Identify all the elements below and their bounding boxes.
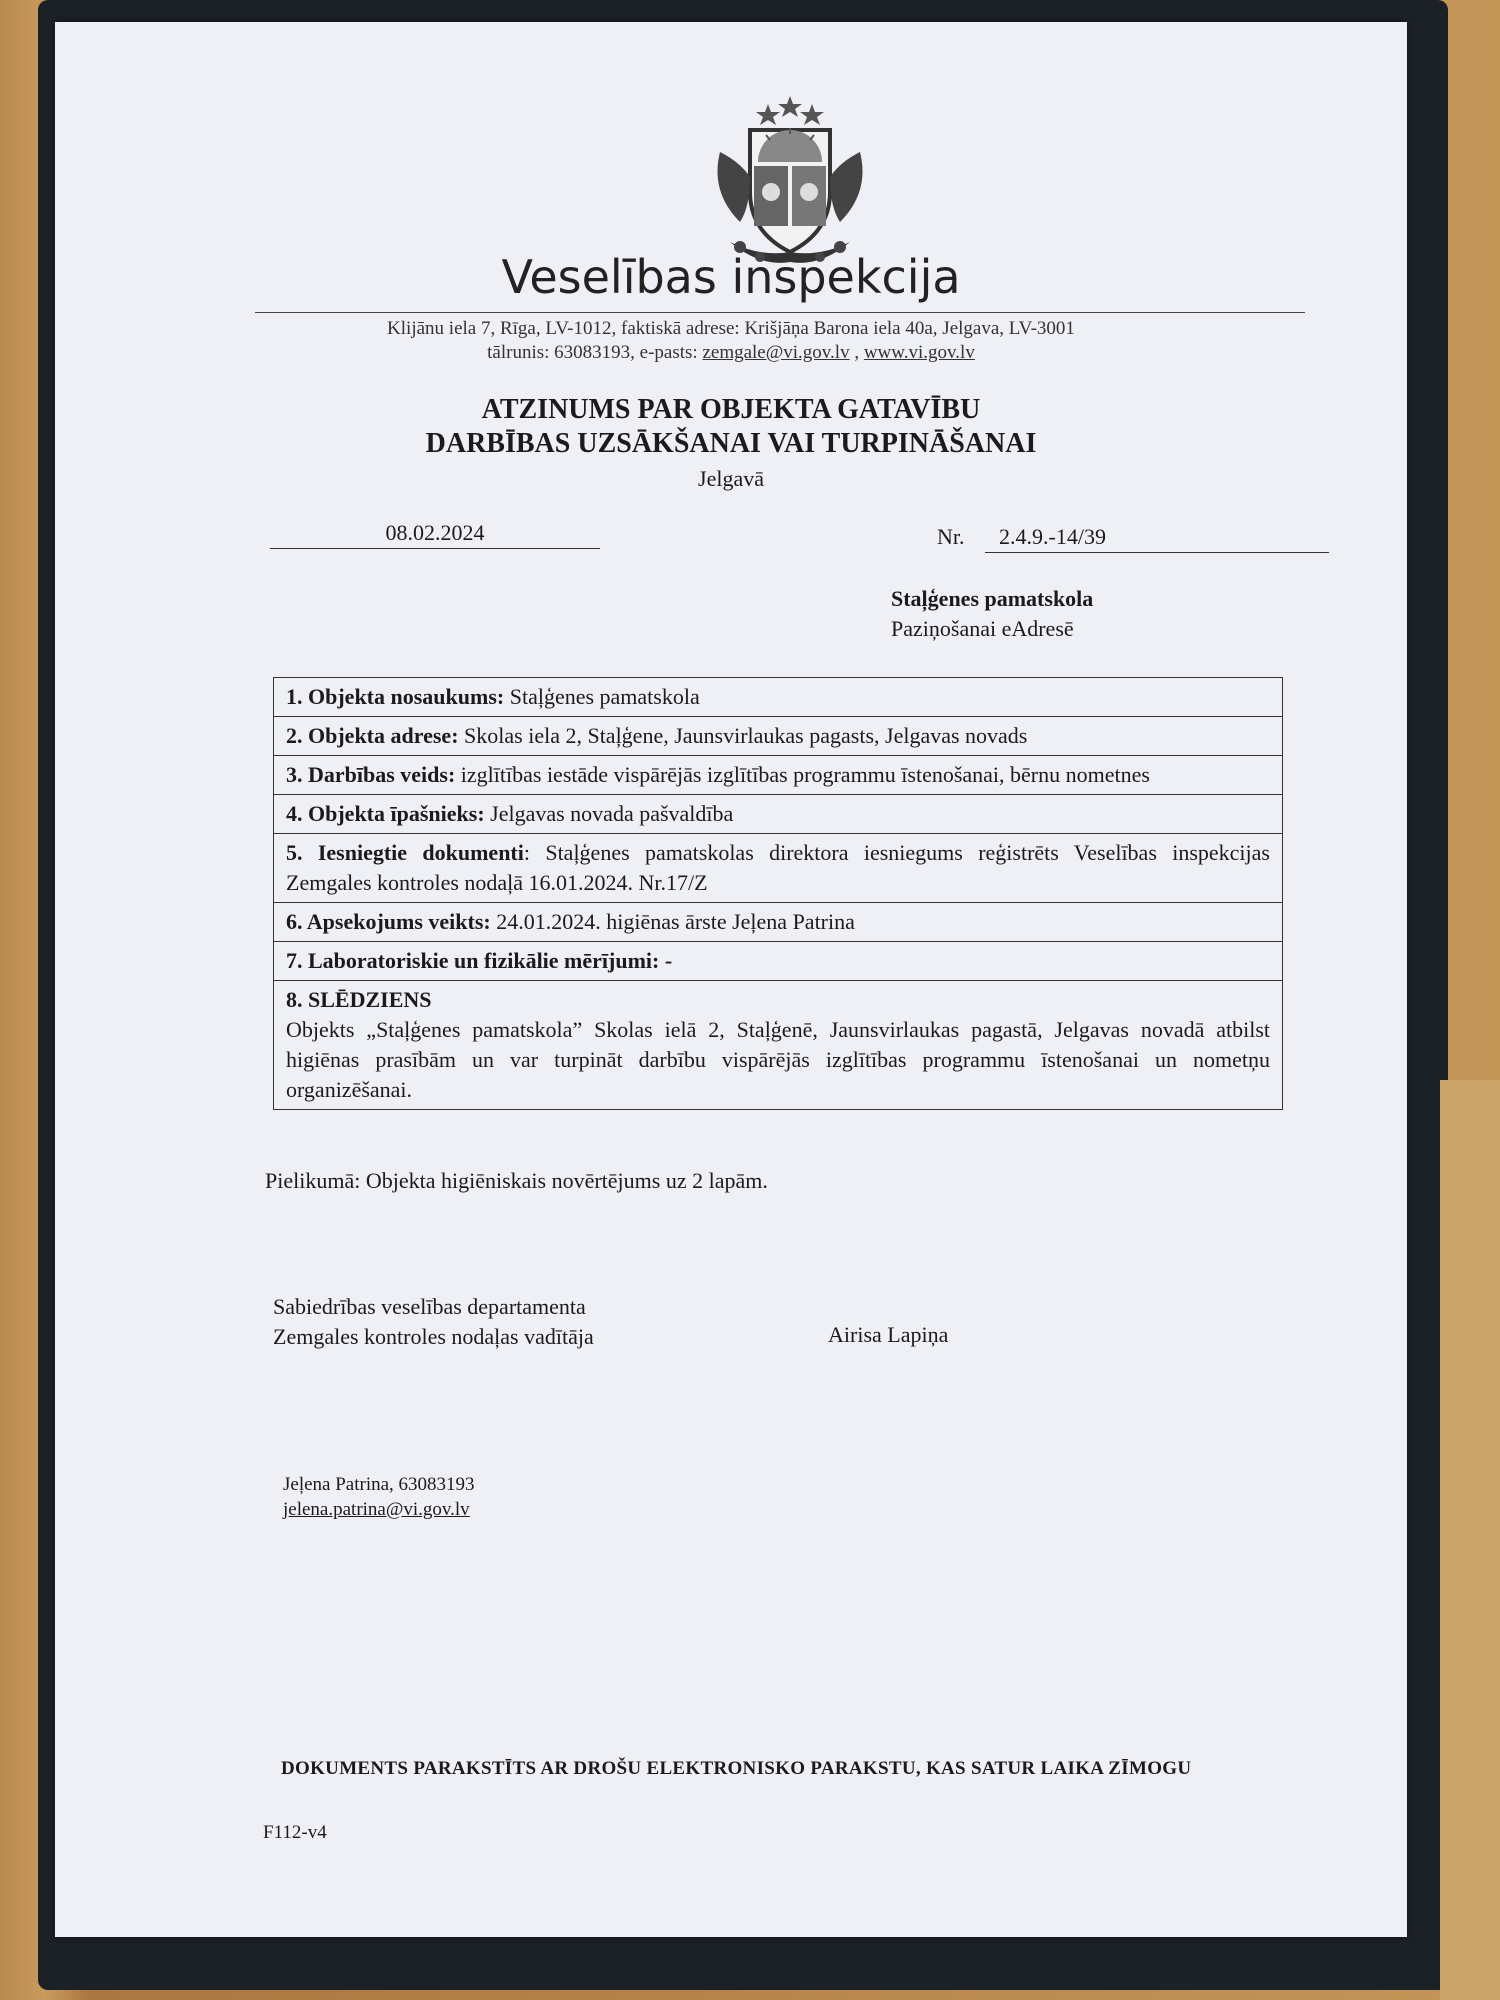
contact-name-phone: Jeļena Patrina, 63083193 (283, 1474, 475, 1495)
object-info-table (273, 677, 1283, 1110)
contact-block (283, 1472, 475, 1522)
row-label: 2. Objekta adrese: (286, 723, 459, 748)
signatory-position (273, 1292, 594, 1352)
row-value: Staļģenes pamatskola (509, 684, 700, 709)
address-line: Klijānu iela 7, Rīga, LV-1012, faktiskā adrese: Krišjāņa Barona iela 40a, Jelgava, LV-3001 (387, 318, 1075, 339)
organization-name: Veselības inspekcija (501, 250, 961, 304)
contact-email-link[interactable]: jelena.patrina@vi.gov.lv (283, 1499, 470, 1520)
conclusion-text: Objekts „Staļģenes pamatskola” Skolas ielā 2, Staļģenē, Jaunsvirlaukas pagastā, Jelgavas novadā atbilst higiēnas prasībām un var turpināt darbību vispārējās izglītības programmu īstenošanai un nometņu organizēšanai. (286, 1017, 1270, 1102)
document-number: 2.4.9.-14/39 (985, 524, 1329, 553)
row-value: 24.01.2024. higiēnas ārste Jeļena Patrina (496, 909, 855, 934)
table-row (274, 903, 1283, 942)
signature-stamp-note: DOKUMENTS PARAKSTĪTS AR DROŠU ELEKTRONISKO PARAKSTU, KAS SATUR LAIKA ZĪMOGU (281, 1758, 1192, 1779)
document-title-line-1: ATZINUMS PAR OBJEKTA GATAVĪBU (481, 394, 981, 425)
signatory-name: Airisa Lapiņa (828, 1322, 949, 1347)
row-label: 4. Objekta īpašnieks: (286, 801, 485, 826)
table-row (274, 756, 1283, 795)
table-surface (1440, 1080, 1500, 2000)
website-link[interactable]: www.vi.gov.lv (863, 342, 975, 363)
row-label: 7. Laboratoriskie un fizikālie mērījumi: (286, 948, 660, 973)
table-row (274, 717, 1283, 756)
row-label: 6. Apsekojums veikts: (286, 909, 491, 934)
header-email-link[interactable]: zemgale@vi.gov.lv (702, 342, 850, 363)
row-value: : Staļģenes pamatskolas direktora iesniegums reģistrēts Veselības inspekcijas Zemgales kontroles nodaļā 16.01.2024. Nr.17/Z (286, 840, 1270, 895)
coat-of-arms-icon (710, 92, 870, 272)
attachment-note: Pielikumā: Objekta higiēniskais novērtējums uz 2 lapām. (265, 1168, 768, 1193)
recipient-name: Staļģenes pamatskola (891, 586, 1094, 611)
position-line-2: Zemgales kontroles nodaļas vadītāja (273, 1324, 594, 1349)
row-value: - (664, 948, 673, 973)
row-value: izglītības iestāde vispārējās izglītības programmu īstenošanai, bērnu nometnes (460, 762, 1150, 787)
table-row (274, 678, 1283, 717)
recipient-delivery: Paziņošanai eAdresē (891, 616, 1074, 641)
row-value: Jelgavas novada pašvaldība (490, 801, 734, 826)
header-divider (255, 312, 1305, 313)
document-title-line-2: DARBĪBAS UZSĀKŠANAI VAI TURPINĀŠANAI (425, 428, 1037, 459)
issue-place: Jelgavā (698, 466, 764, 491)
form-code: F112-v4 (263, 1822, 327, 1843)
recipient-block (891, 584, 1093, 644)
document-date: 08.02.2024 (270, 520, 600, 549)
row-label: 1. Objekta nosaukums: (286, 684, 505, 709)
position-line-1: Sabiedrības veselības departamenta (273, 1294, 586, 1319)
separator: , (854, 342, 860, 363)
row-value: Skolas iela 2, Staļģene, Jaunsvirlaukas pagasts, Jelgavas novads (464, 723, 1028, 748)
conclusion-row (274, 981, 1283, 1110)
row-label: 3. Darbības veids: (286, 762, 456, 787)
phone-text: tālrunis: 63083193, e-pasts: (487, 342, 698, 363)
contact-line (55, 342, 1407, 364)
row-label: 5. Iesniegtie dokumenti (286, 840, 524, 865)
conclusion-heading: 8. SLĒDZIENS (286, 987, 432, 1012)
table-row (274, 834, 1283, 903)
table-row (274, 942, 1283, 981)
table-row (274, 795, 1283, 834)
document-page (55, 22, 1407, 1937)
number-label: Nr. (937, 524, 965, 549)
